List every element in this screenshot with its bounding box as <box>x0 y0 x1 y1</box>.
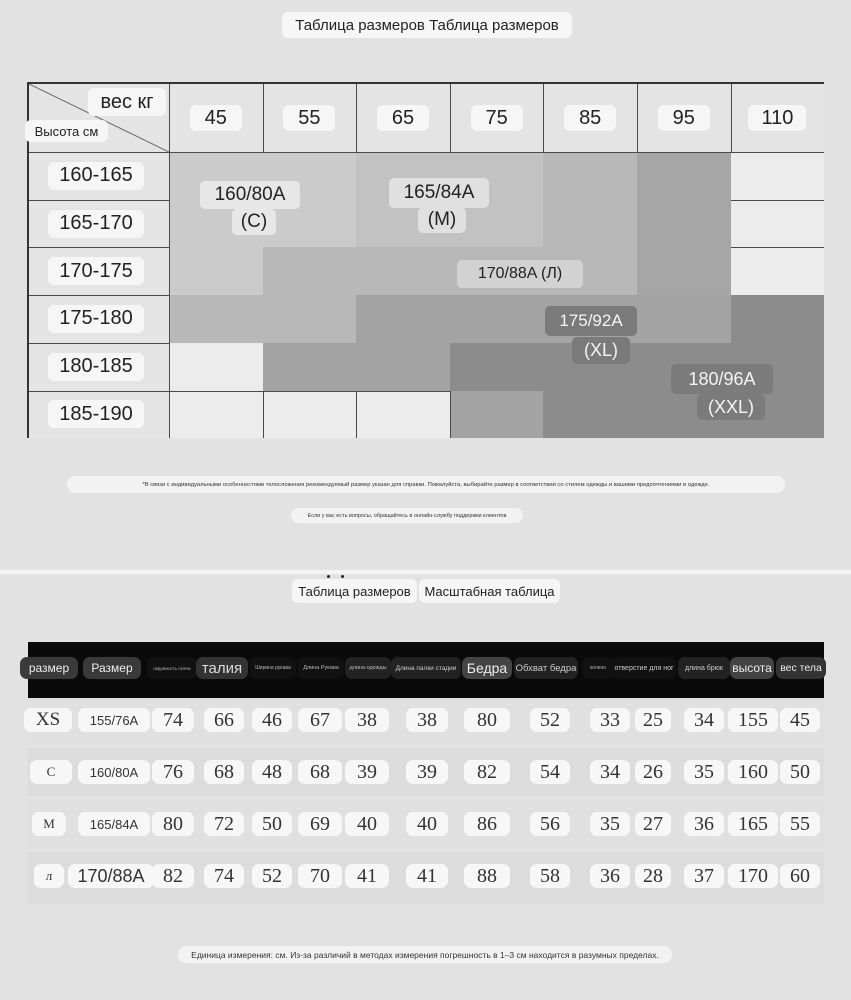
grid-line <box>263 391 264 438</box>
size-s-label: (C) <box>232 209 276 235</box>
size-xl-code: 175/92A <box>545 306 637 336</box>
measurement-cell: 46 <box>252 708 292 732</box>
height-row-header: 170-175 <box>48 257 144 285</box>
measurement-cell: 41 <box>345 864 389 888</box>
measurement-cell: 82 <box>464 760 510 784</box>
measurement-cell: 40 <box>345 812 389 836</box>
height-row-header: 180-185 <box>48 353 144 381</box>
measurement-cell: 34 <box>590 760 630 784</box>
grid-line <box>29 343 169 344</box>
top-title: Таблица размеров Таблица размеров <box>282 12 572 38</box>
size-xl-label: (XL) <box>572 337 630 364</box>
grid-line <box>543 84 544 152</box>
measurement-cell: 80 <box>152 812 194 836</box>
height-axis-label: Высота см <box>25 120 108 142</box>
height-row-header: 185-190 <box>48 400 144 428</box>
height-row-header: 160-165 <box>48 162 144 190</box>
measurement-cell: 36 <box>684 812 724 836</box>
weight-column-header: 110 <box>748 105 806 131</box>
column-header: Длина Рукава <box>298 657 344 679</box>
grid-line <box>731 84 732 152</box>
measurement-cell: 160 <box>728 760 778 784</box>
grid-line <box>731 247 824 248</box>
grid-line <box>731 200 824 201</box>
weight-axis-label: вес кг <box>88 88 166 116</box>
empty-cells-110 <box>731 152 824 295</box>
zone-xl-bottom <box>450 391 543 438</box>
measurement-cell: 52 <box>530 708 570 732</box>
column-header: колено <box>582 657 614 679</box>
measurement-cell: 48 <box>252 760 292 784</box>
measurement-cell: 82 <box>152 864 194 888</box>
measurement-cell: 55 <box>780 812 820 836</box>
measurement-cell: 39 <box>406 760 448 784</box>
measurement-cell: 38 <box>406 708 448 732</box>
tab-size-table[interactable]: Таблица размеров <box>292 579 417 603</box>
size-xxl-code: 180/96A <box>671 364 773 394</box>
zone-xl-mid <box>356 295 731 343</box>
measurement-cell: 72 <box>204 812 244 836</box>
weight-column-header: 85 <box>564 105 616 131</box>
grid-line <box>450 84 451 152</box>
grid-line <box>356 84 357 152</box>
size-xxl-label: (XXL) <box>697 394 765 420</box>
measurement-cell: 36 <box>590 864 630 888</box>
grid-line <box>356 391 357 438</box>
grid-line <box>29 200 169 201</box>
size-l-label: 170/88A (Л) <box>457 260 583 288</box>
size-code-cell: 155/76A <box>78 708 150 732</box>
measurement-cell: 40 <box>406 812 448 836</box>
grid-line <box>637 84 638 152</box>
measurement-cell: 28 <box>635 864 671 888</box>
column-header: высота <box>730 657 774 679</box>
measurement-cell: 35 <box>684 760 724 784</box>
measurement-cell: 33 <box>590 708 630 732</box>
support-note: Если у вас есть вопросы, обращайтесь в онлайн-службу поддержки клиентов <box>291 508 523 523</box>
zone-xxl-upper <box>731 295 824 343</box>
measurement-cell: 25 <box>635 708 671 732</box>
measurement-cell: 39 <box>345 760 389 784</box>
size-m-code: 165/84A <box>389 178 489 208</box>
column-header: Размер <box>83 657 141 679</box>
column-header: талия <box>196 657 248 679</box>
size-cell: M <box>32 812 66 836</box>
measurement-cell: 80 <box>464 708 510 732</box>
height-row-header: 165-170 <box>48 210 144 238</box>
column-header: размер <box>20 657 78 679</box>
zone-xxl-low <box>543 391 824 438</box>
measurement-cell: 26 <box>635 760 671 784</box>
size-m-label: (M) <box>418 207 466 233</box>
weight-column-header: 75 <box>471 105 523 131</box>
measurement-cell: 27 <box>635 812 671 836</box>
measurement-cell: 68 <box>204 760 244 784</box>
column-header: длина брюк <box>678 657 730 679</box>
measurement-cell: 165 <box>728 812 778 836</box>
column-header: Бедра <box>462 657 512 679</box>
column-header: окружность плеча <box>147 657 197 679</box>
measurement-cell: 38 <box>345 708 389 732</box>
grid-line <box>450 391 451 438</box>
unit-note: Единица измерения: см. Из-за различий в методах измерения погрешность в 1–3 см находится в разумных пределах. <box>178 946 672 963</box>
measurement-cell: 50 <box>780 760 820 784</box>
column-header: отверстие для ног <box>612 657 676 679</box>
measurement-cell: 41 <box>406 864 448 888</box>
measurement-cell: 56 <box>530 812 570 836</box>
zone-xl-upper <box>637 152 731 295</box>
measurement-cell: 58 <box>530 864 570 888</box>
measurement-cell: 74 <box>204 864 244 888</box>
grid-line <box>29 295 169 296</box>
measurement-cell: 67 <box>298 708 342 732</box>
grid-line <box>169 391 450 392</box>
measurement-cell: 54 <box>530 760 570 784</box>
column-header: длина одежды <box>345 657 391 679</box>
measurement-cell: 50 <box>252 812 292 836</box>
measurement-cell: 52 <box>252 864 292 888</box>
measurement-cell: 70 <box>298 864 342 888</box>
size-code-cell: 165/84A <box>78 812 150 836</box>
size-code-cell: 170/88A <box>68 864 154 888</box>
weight-column-header: 95 <box>658 105 710 131</box>
grid-line <box>169 84 170 438</box>
column-header: Ширина рукава <box>250 657 296 679</box>
measurement-cell: 34 <box>684 708 724 732</box>
weight-column-header: 65 <box>377 105 429 131</box>
measurement-cell: 170 <box>728 864 778 888</box>
tab-indicator <box>327 575 347 578</box>
size-cell: XS <box>24 708 72 732</box>
size-s-code: 160/80A <box>200 181 300 209</box>
height-row-header: 175-180 <box>48 305 144 333</box>
size-cell: л <box>34 864 64 888</box>
tab-scale-table[interactable]: Масштабная таблица <box>419 579 560 603</box>
measurement-cell: 74 <box>152 708 194 732</box>
zone-xl-low <box>263 343 450 391</box>
column-header: Обхват бедра <box>514 657 578 679</box>
measurement-cell: 66 <box>204 708 244 732</box>
size-cell: C <box>30 760 72 784</box>
grid-line <box>29 152 824 153</box>
zone-l-low <box>169 295 356 343</box>
column-header: вес тела <box>776 657 826 679</box>
weight-column-header: 45 <box>190 105 242 131</box>
measurement-cell: 86 <box>464 812 510 836</box>
measurement-cell: 69 <box>298 812 342 836</box>
column-header: Длина палки стадии <box>391 657 461 679</box>
measurement-cell: 155 <box>728 708 778 732</box>
measurement-cell: 68 <box>298 760 342 784</box>
measurement-cell: 88 <box>464 864 510 888</box>
measurement-cell: 37 <box>684 864 724 888</box>
disclaimer-note: *В связи с индивидуальными особенностями телосложения рекомендуемый размер указан для справки. Пожалуйста, выбирайте размер в соответствии со стилем одежды и вашими предпочтениями в одежде. <box>67 476 785 493</box>
weight-column-header: 55 <box>283 105 335 131</box>
measurement-cell: 76 <box>152 760 194 784</box>
panel-divider <box>0 570 851 574</box>
measurement-cell: 35 <box>590 812 630 836</box>
measurement-cell: 45 <box>780 708 820 732</box>
measurement-cell: 60 <box>780 864 820 888</box>
size-code-cell: 160/80A <box>78 760 150 784</box>
grid-line <box>263 84 264 152</box>
grid-line <box>29 391 169 392</box>
zone-s-low <box>169 247 263 295</box>
grid-line <box>29 247 169 248</box>
